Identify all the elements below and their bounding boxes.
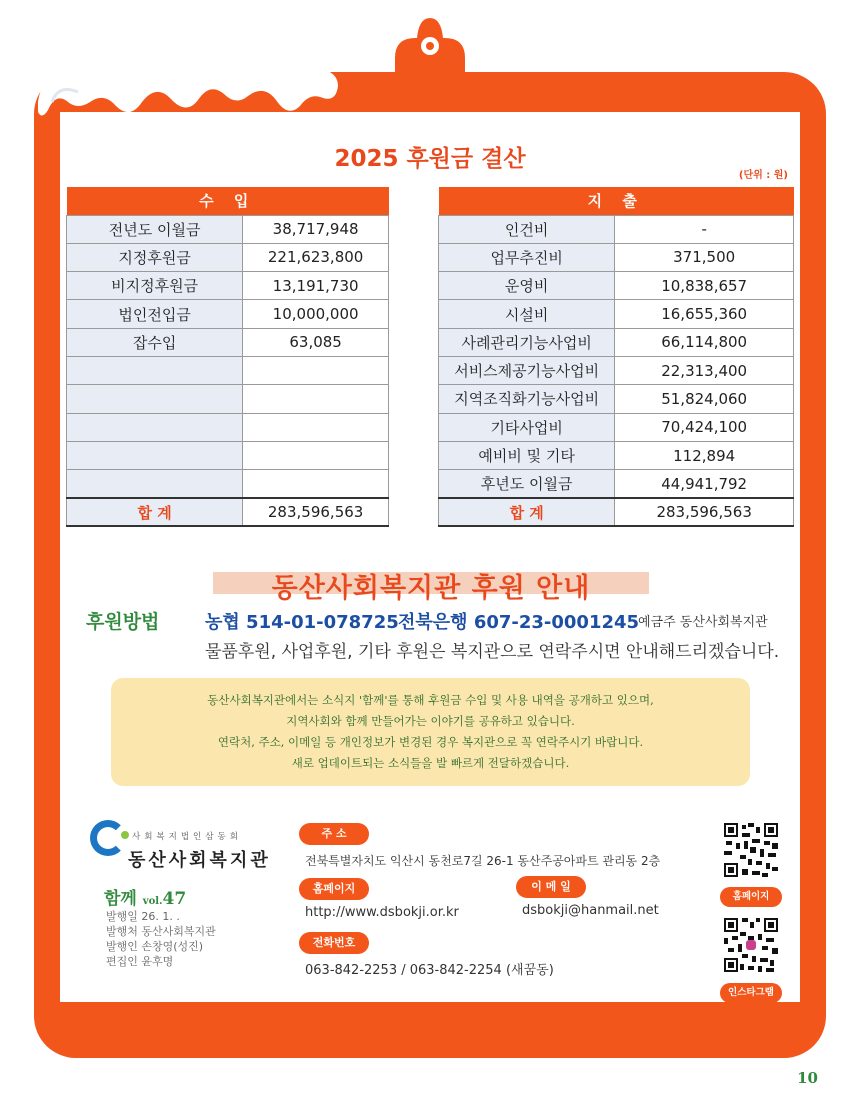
total-label: 합 계 (439, 498, 615, 526)
address-label: 주 소 (299, 823, 369, 845)
row-value: 112,894 (615, 441, 794, 469)
row-label: 법인전입금 (67, 300, 243, 328)
total-value: 283,596,563 (243, 498, 389, 526)
notice-line: 새로 업데이트되는 소식들을 발 빠르게 전달하겠습니다. (291, 756, 570, 770)
guide-title-text: 동산사회복지관 후원 안내 (271, 573, 591, 604)
table-row (439, 413, 794, 441)
row-value (243, 441, 389, 469)
row-label: 서비스제공기능사업비 (439, 356, 615, 384)
row-value (243, 470, 389, 498)
row-label: 잡수입 (67, 328, 243, 356)
editor: 편집인 윤후명 (106, 955, 174, 968)
instagram-qr-icon[interactable] (722, 916, 780, 974)
row-value: 38,717,948 (243, 215, 389, 243)
homepage-label: 홈페이지 (299, 878, 369, 900)
notice-line: 동산사회복지관에서는 소식지 '함께'를 통해 후원금 수입 및 사용 내역을 공개하고 있으며, (207, 693, 654, 707)
table-row (67, 470, 389, 498)
homepage-link[interactable]: http://www.dsbokji.or.kr (305, 905, 459, 920)
row-value: 63,085 (243, 328, 389, 356)
table-row (439, 328, 794, 356)
guide-title (213, 568, 649, 604)
logo (90, 818, 280, 871)
row-value: - (615, 215, 794, 243)
method-label: 후원방법 (86, 611, 160, 633)
row-value: 44,941,792 (615, 470, 794, 498)
row-value (243, 413, 389, 441)
logo-ring-icon (90, 820, 126, 856)
publisher-org: 발행처 동산사회복지관 (106, 925, 216, 938)
total-label: 합 계 (67, 498, 243, 526)
income-table (66, 187, 389, 527)
row-label: 업무추진비 (439, 243, 615, 271)
row-label: 비지정후원금 (67, 272, 243, 300)
row-value: 371,500 (615, 243, 794, 271)
notice-line: 연락처, 주소, 이메일 등 개인정보가 변경된 경우 복지관으로 꼭 연락주시기 바랍니다. (217, 735, 644, 749)
row-label: 시설비 (439, 300, 615, 328)
row-label (67, 385, 243, 413)
row-label (67, 413, 243, 441)
row-label (67, 470, 243, 498)
phone-label: 전화번호 (299, 932, 369, 954)
homepage-qr-button[interactable]: 홈페이지 (720, 887, 782, 907)
row-label: 지정후원금 (67, 243, 243, 271)
table-row (67, 215, 389, 243)
bank-account-jeonbuk: 전북은행 607-23-0001245 (398, 612, 640, 633)
email-link[interactable]: dsbokji@hanmail.net (522, 903, 659, 918)
row-label: 인건비 (439, 215, 615, 243)
phone-text: 063-842-2253 / 063-842-2254 (새꿈동) (305, 963, 554, 978)
table-row (67, 243, 389, 271)
unit-label: (단위 : 원) (738, 170, 788, 181)
notice-line: 지역사회와 함께 만들어가는 이야기를 공유하고 있습니다. (286, 714, 575, 728)
total-value: 283,596,563 (615, 498, 794, 526)
row-label: 전년도 이월금 (67, 215, 243, 243)
row-label: 기타사업비 (439, 413, 615, 441)
total-row (67, 498, 389, 526)
row-label: 후년도 이월금 (439, 470, 615, 498)
clip-icon (375, 18, 485, 102)
row-value (243, 385, 389, 413)
table-row (439, 300, 794, 328)
publisher: 발행인 손창영(성진) (106, 940, 204, 953)
publication-info (106, 909, 216, 969)
table-row (439, 470, 794, 498)
row-label: 예비비 및 기타 (439, 441, 615, 469)
table-row (67, 385, 389, 413)
pub-date: 발행일 26. 1. . (106, 910, 180, 923)
expense-header: 지 출 (439, 187, 794, 215)
depositor: 예금주 동산사회복지관 (638, 615, 768, 630)
table-row (439, 215, 794, 243)
magazine-title (104, 884, 186, 909)
table-row (67, 272, 389, 300)
income-header: 수 입 (67, 187, 389, 215)
row-value: 51,824,060 (615, 385, 794, 413)
email-label: 이 메 일 (516, 876, 586, 898)
table-row (67, 413, 389, 441)
row-value: 10,000,000 (243, 300, 389, 328)
row-value: 16,655,360 (615, 300, 794, 328)
row-value (243, 356, 389, 384)
table-row (439, 441, 794, 469)
total-row (439, 498, 794, 526)
table-row (439, 356, 794, 384)
table-row (67, 328, 389, 356)
row-value: 221,623,800 (243, 243, 389, 271)
address-text: 전북특별자치도 익산시 동천로7길 26-1 동산주공아파트 관리동 2층 (305, 854, 661, 868)
row-label (67, 441, 243, 469)
page-number: 10 (797, 1069, 818, 1087)
magazine-number: 47 (162, 889, 187, 909)
row-value: 13,191,730 (243, 272, 389, 300)
row-label: 지역조직화기능사업비 (439, 385, 615, 413)
row-value: 22,313,400 (615, 356, 794, 384)
logo-dot-icon (121, 831, 129, 839)
logo-name: 동산사회복지관 (128, 850, 271, 871)
other-donation-note: 물품후원, 사업후원, 기타 후원은 복지관으로 연락주시면 안내해드리겠습니다. (205, 642, 780, 662)
row-label: 운영비 (439, 272, 615, 300)
row-value: 70,424,100 (615, 413, 794, 441)
expense-table (438, 187, 794, 527)
instagram-qr-button[interactable]: 인스타그램 (720, 983, 782, 1003)
table-row (67, 300, 389, 328)
table-row (67, 356, 389, 384)
row-value: 66,114,800 (615, 328, 794, 356)
homepage-qr-icon[interactable] (722, 821, 780, 879)
table-row (439, 272, 794, 300)
row-label: 사례관리기능사업비 (439, 328, 615, 356)
row-label (67, 356, 243, 384)
snow-decoration (38, 62, 338, 132)
logo-subtitle: 사회복지법인삼동회 (132, 832, 242, 842)
row-value: 10,838,657 (615, 272, 794, 300)
magazine-name: 함께 (104, 889, 137, 909)
bank-account-nonghyup: 농협 514-01-078725 (205, 612, 399, 633)
table-row (439, 243, 794, 271)
table-row (439, 385, 794, 413)
notice-box (111, 678, 750, 786)
magazine-vol: vol. (142, 896, 163, 907)
page-title: 2025 후원금 결산 (334, 146, 526, 172)
table-row (67, 441, 389, 469)
